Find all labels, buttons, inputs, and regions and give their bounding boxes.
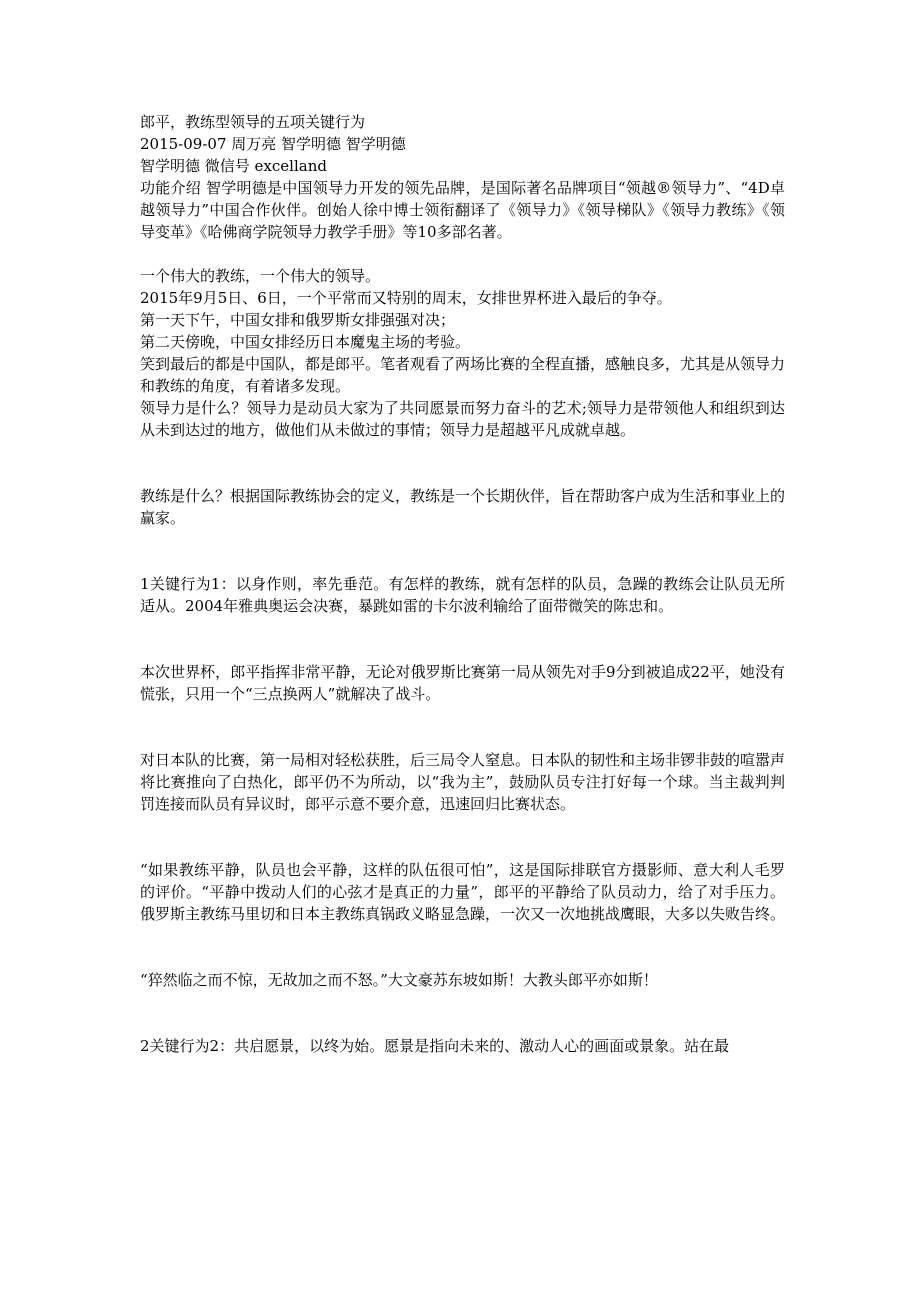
- spacer: [140, 529, 785, 573]
- paragraph: 笑到最后的都是中国队，都是郎平。笔者观看了两场比赛的全程直播，感触良多，尤其是从领导力和教练的角度，有着诸多发现。: [140, 355, 786, 395]
- spacer: [140, 441, 785, 485]
- paragraph: 2015年9月5日、6日，一个平常而又特别的周末，女排世界杯进入最后的争夺。: [140, 289, 672, 307]
- article-byline: 2015-09-07 周万亮 智学明德 智学明德: [140, 135, 406, 153]
- article-title: 郎平，教练型领导的五项关键行为: [140, 113, 366, 131]
- paragraph: 第一天下午，中国女排和俄罗斯女排强强对决；: [140, 311, 456, 329]
- account-info: 智学明德 微信号 excelland: [140, 157, 327, 175]
- paragraph: 一个伟大的教练，一个伟大的领导。: [140, 267, 381, 285]
- spacer: [140, 705, 785, 749]
- paragraph: 第二天傍晚，中国女排经历日本魔鬼主场的考验。: [140, 333, 471, 351]
- paragraph: 本次世界杯，郎平指挥非常平静，无论对俄罗斯比赛第一局从领先对手9分到被追成22平，她没有慌张，只用一个“三点换两人”就解决了战斗。: [140, 663, 785, 703]
- paragraph: “如果教练平静，队员也会平静，这样的队伍很可怕”，这是国际排联官方摄影师、意大利人毛罗的评价。“平静中拨动人们的心弦才是真正的力量”，郎平的平静给了队员动力，给了对手压力。俄罗斯主教练马里切和日本主教练真锅政义略显急躁，一次又一次地挑战鹰眼，大多以失败告终。: [140, 861, 786, 923]
- article-body: [140, 111, 785, 1057]
- paragraph: 教练是什么？根据国际教练协会的定义，教练是一个长期伙伴，旨在帮助客户成为生活和事业上的赢家。: [140, 487, 786, 527]
- account-intro: 功能介绍 智学明德是中国领导力开发的领先品牌，是国际著名品牌项目“领越®领导力”、“4D卓越领导力”中国合作伙伴。创始人徐中博士领衔翻译了《领导力》《领导梯队》《领导力教练》《领导变革》《哈佛商学院领导力教学手册》等10多部名著。: [140, 179, 785, 241]
- spacer: [140, 925, 785, 969]
- spacer: [140, 991, 785, 1035]
- spacer: [140, 617, 785, 661]
- spacer: [140, 243, 785, 265]
- key-behavior-1: 1关键行为1：以身作则，率先垂范。有怎样的教练，就有怎样的队员，急躁的教练会让队员无所适从。2004年雅典奥运会决赛，暴跳如雷的卡尔波利输给了面带微笑的陈忠和。: [140, 575, 785, 615]
- quote-paragraph: “猝然临之而不惊，无故加之而不怒。”大文豪苏东坡如斯！大教头郎平亦如斯！: [140, 971, 658, 989]
- key-behavior-2: 2关键行为2：共启愿景，以终为始。愿景是指向未来的、激动人心的画面或景象。站在最: [140, 1037, 730, 1055]
- paragraph: 领导力是什么？领导力是动员大家为了共同愿景而努力奋斗的艺术;领导力是带领他人和组织到达从未到达过的地方，做他们从未做过的事情；领导力是超越平凡成就卓越。: [140, 399, 785, 439]
- paragraph: 对日本队的比赛，第一局相对轻松获胜，后三局令人窒息。日本队的韧性和主场非锣非鼓的喧嚣声将比赛推向了白热化，郎平仍不为所动，以“我为主”，鼓励队员专注打好每一个球。当主裁判判罚连接而队员有异议时，郎平示意不要介意，迅速回归比赛状态。: [140, 751, 786, 813]
- spacer: [140, 815, 785, 859]
